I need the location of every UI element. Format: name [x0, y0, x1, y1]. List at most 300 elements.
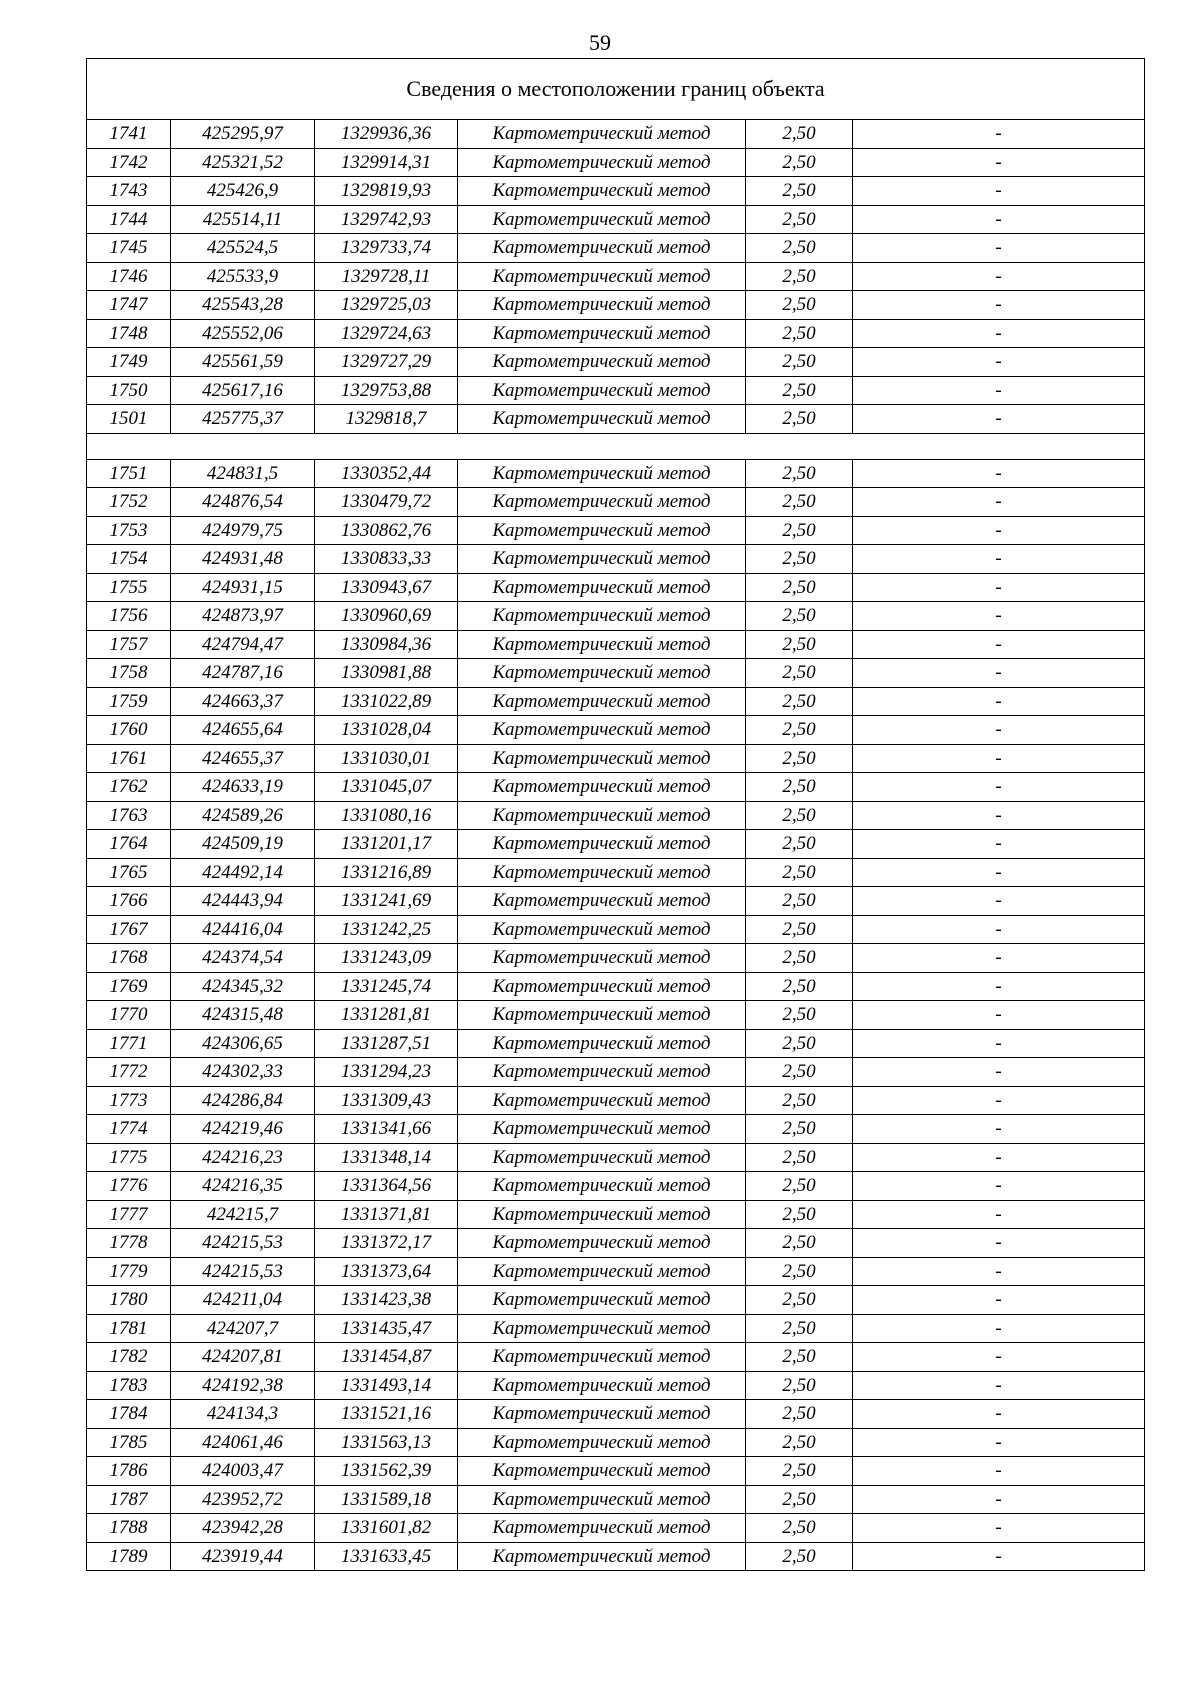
table-row: [87, 716, 1145, 745]
table-row: [87, 773, 1145, 802]
table-row: [87, 1172, 1145, 1201]
point-number-cell: 1753: [87, 516, 171, 545]
note-cell: -: [853, 1514, 1145, 1543]
accuracy-cell: 2,50: [746, 944, 853, 973]
method-cell: Картометрический метод: [458, 1428, 746, 1457]
note-cell: -: [853, 1143, 1145, 1172]
note-cell: -: [853, 545, 1145, 574]
note-cell: -: [853, 830, 1145, 859]
y-coordinate-cell: 1329733,74: [315, 234, 458, 263]
accuracy-cell: 2,50: [746, 830, 853, 859]
note-cell: -: [853, 915, 1145, 944]
note-cell: -: [853, 1485, 1145, 1514]
x-coordinate-cell: 424794,47: [171, 630, 315, 659]
y-coordinate-cell: 1331348,14: [315, 1143, 458, 1172]
method-cell: Картометрический метод: [458, 1542, 746, 1571]
y-coordinate-cell: 1331030,01: [315, 744, 458, 773]
y-coordinate-cell: 1331373,64: [315, 1257, 458, 1286]
method-cell: Картометрический метод: [458, 516, 746, 545]
point-number-cell: 1776: [87, 1172, 171, 1201]
method-cell: Картометрический метод: [458, 262, 746, 291]
y-coordinate-cell: 1331028,04: [315, 716, 458, 745]
note-cell: -: [853, 262, 1145, 291]
y-coordinate-cell: 1330981,88: [315, 659, 458, 688]
y-coordinate-cell: 1331521,16: [315, 1400, 458, 1429]
point-number-cell: 1761: [87, 744, 171, 773]
point-number-cell: 1747: [87, 291, 171, 320]
point-number-cell: 1779: [87, 1257, 171, 1286]
method-cell: Картометрический метод: [458, 573, 746, 602]
accuracy-cell: 2,50: [746, 488, 853, 517]
note-cell: -: [853, 1542, 1145, 1571]
point-number-cell: 1764: [87, 830, 171, 859]
note-cell: -: [853, 148, 1145, 177]
method-cell: Картометрический метод: [458, 1314, 746, 1343]
y-coordinate-cell: 1331243,09: [315, 944, 458, 973]
table-row: [87, 659, 1145, 688]
table-row: [87, 1371, 1145, 1400]
accuracy-cell: 2,50: [746, 1086, 853, 1115]
point-number-cell: 1773: [87, 1086, 171, 1115]
x-coordinate-cell: 425533,9: [171, 262, 315, 291]
note-cell: -: [853, 687, 1145, 716]
accuracy-cell: 2,50: [746, 319, 853, 348]
note-cell: -: [853, 205, 1145, 234]
method-cell: Картометрический метод: [458, 716, 746, 745]
accuracy-cell: 2,50: [746, 1457, 853, 1486]
note-cell: -: [853, 1200, 1145, 1229]
accuracy-cell: 2,50: [746, 1172, 853, 1201]
note-cell: -: [853, 405, 1145, 434]
table-row: [87, 120, 1145, 149]
x-coordinate-cell: 424633,19: [171, 773, 315, 802]
x-coordinate-cell: 424306,65: [171, 1029, 315, 1058]
x-coordinate-cell: 425321,52: [171, 148, 315, 177]
note-cell: -: [853, 234, 1145, 263]
accuracy-cell: 2,50: [746, 915, 853, 944]
table-row: [87, 915, 1145, 944]
table-row: [87, 573, 1145, 602]
accuracy-cell: 2,50: [746, 773, 853, 802]
title-row: [87, 59, 1145, 120]
point-number-cell: 1775: [87, 1143, 171, 1172]
point-number-cell: 1501: [87, 405, 171, 434]
note-cell: -: [853, 659, 1145, 688]
x-coordinate-cell: 424931,15: [171, 573, 315, 602]
y-coordinate-cell: 1331562,39: [315, 1457, 458, 1486]
note-cell: -: [853, 716, 1145, 745]
table-row: [87, 1001, 1145, 1030]
y-coordinate-cell: 1331364,56: [315, 1172, 458, 1201]
y-coordinate-cell: 1330960,69: [315, 602, 458, 631]
y-coordinate-cell: 1331216,89: [315, 858, 458, 887]
point-number-cell: 1759: [87, 687, 171, 716]
x-coordinate-cell: 423942,28: [171, 1514, 315, 1543]
point-number-cell: 1774: [87, 1115, 171, 1144]
accuracy-cell: 2,50: [746, 801, 853, 830]
accuracy-cell: 2,50: [746, 1428, 853, 1457]
method-cell: Картометрический метод: [458, 1286, 746, 1315]
table-row: [87, 1115, 1145, 1144]
table-row: [87, 148, 1145, 177]
accuracy-cell: 2,50: [746, 291, 853, 320]
y-coordinate-cell: 1331601,82: [315, 1514, 458, 1543]
y-coordinate-cell: 1330352,44: [315, 459, 458, 488]
accuracy-cell: 2,50: [746, 716, 853, 745]
table-title: Сведения о местоположении границ объекта: [87, 59, 1145, 120]
accuracy-cell: 2,50: [746, 1286, 853, 1315]
y-coordinate-cell: 1330833,33: [315, 545, 458, 574]
accuracy-cell: 2,50: [746, 1257, 853, 1286]
accuracy-cell: 2,50: [746, 177, 853, 206]
y-coordinate-cell: 1330984,36: [315, 630, 458, 659]
accuracy-cell: 2,50: [746, 1058, 853, 1087]
method-cell: Картометрический метод: [458, 120, 746, 149]
method-cell: Картометрический метод: [458, 944, 746, 973]
accuracy-cell: 2,50: [746, 1314, 853, 1343]
method-cell: Картометрический метод: [458, 830, 746, 859]
x-coordinate-cell: 425561,59: [171, 348, 315, 377]
point-number-cell: 1778: [87, 1229, 171, 1258]
point-number-cell: 1757: [87, 630, 171, 659]
note-cell: -: [853, 1428, 1145, 1457]
method-cell: Картометрический метод: [458, 1485, 746, 1514]
note-cell: -: [853, 1058, 1145, 1087]
method-cell: Картометрический метод: [458, 348, 746, 377]
note-cell: -: [853, 972, 1145, 1001]
point-number-cell: 1767: [87, 915, 171, 944]
table-row: [87, 1457, 1145, 1486]
accuracy-cell: 2,50: [746, 1514, 853, 1543]
x-coordinate-cell: 424663,37: [171, 687, 315, 716]
table-row: [87, 291, 1145, 320]
note-cell: -: [853, 177, 1145, 206]
method-cell: Картометрический метод: [458, 234, 746, 263]
point-number-cell: 1760: [87, 716, 171, 745]
accuracy-cell: 2,50: [746, 1343, 853, 1372]
method-cell: Картометрический метод: [458, 1029, 746, 1058]
x-coordinate-cell: 424876,54: [171, 488, 315, 517]
table-row: [87, 830, 1145, 859]
accuracy-cell: 2,50: [746, 744, 853, 773]
method-cell: Картометрический метод: [458, 630, 746, 659]
x-coordinate-cell: 424831,5: [171, 459, 315, 488]
method-cell: Картометрический метод: [458, 459, 746, 488]
accuracy-cell: 2,50: [746, 887, 853, 916]
x-coordinate-cell: 425543,28: [171, 291, 315, 320]
accuracy-cell: 2,50: [746, 1485, 853, 1514]
x-coordinate-cell: 424003,47: [171, 1457, 315, 1486]
y-coordinate-cell: 1331435,47: [315, 1314, 458, 1343]
note-cell: -: [853, 1172, 1145, 1201]
table-row: [87, 1257, 1145, 1286]
table-row: [87, 262, 1145, 291]
accuracy-cell: 2,50: [746, 348, 853, 377]
note-cell: -: [853, 1314, 1145, 1343]
point-number-cell: 1783: [87, 1371, 171, 1400]
accuracy-cell: 2,50: [746, 1400, 853, 1429]
table-row: [87, 405, 1145, 434]
method-cell: Картометрический метод: [458, 1200, 746, 1229]
y-coordinate-cell: 1331371,81: [315, 1200, 458, 1229]
x-coordinate-cell: 424416,04: [171, 915, 315, 944]
x-coordinate-cell: 424192,38: [171, 1371, 315, 1400]
x-coordinate-cell: 424315,48: [171, 1001, 315, 1030]
accuracy-cell: 2,50: [746, 1115, 853, 1144]
x-coordinate-cell: 425514,11: [171, 205, 315, 234]
x-coordinate-cell: 425524,5: [171, 234, 315, 263]
x-coordinate-cell: 424931,48: [171, 545, 315, 574]
x-coordinate-cell: 425295,97: [171, 120, 315, 149]
y-coordinate-cell: 1329936,36: [315, 120, 458, 149]
point-number-cell: 1755: [87, 573, 171, 602]
table-row: [87, 972, 1145, 1001]
point-number-cell: 1763: [87, 801, 171, 830]
table-row: [87, 1143, 1145, 1172]
method-cell: Картометрический метод: [458, 659, 746, 688]
y-coordinate-cell: 1331022,89: [315, 687, 458, 716]
x-coordinate-cell: 425617,16: [171, 376, 315, 405]
point-number-cell: 1789: [87, 1542, 171, 1571]
table-row: [87, 887, 1145, 916]
accuracy-cell: 2,50: [746, 1143, 853, 1172]
method-cell: Картометрический метод: [458, 1115, 746, 1144]
note-cell: -: [853, 1286, 1145, 1315]
point-number-cell: 1781: [87, 1314, 171, 1343]
accuracy-cell: 2,50: [746, 262, 853, 291]
point-number-cell: 1769: [87, 972, 171, 1001]
x-coordinate-cell: 424211,04: [171, 1286, 315, 1315]
note-cell: -: [853, 944, 1145, 973]
method-cell: Картометрический метод: [458, 1400, 746, 1429]
accuracy-cell: 2,50: [746, 602, 853, 631]
note-cell: -: [853, 1229, 1145, 1258]
y-coordinate-cell: 1329819,93: [315, 177, 458, 206]
method-cell: Картометрический метод: [458, 915, 746, 944]
y-coordinate-cell: 1331294,23: [315, 1058, 458, 1087]
note-cell: -: [853, 1029, 1145, 1058]
table-row: [87, 1229, 1145, 1258]
table-row: [87, 1400, 1145, 1429]
x-coordinate-cell: 425552,06: [171, 319, 315, 348]
table-row: [87, 602, 1145, 631]
accuracy-cell: 2,50: [746, 687, 853, 716]
note-cell: -: [853, 459, 1145, 488]
boundary-coordinates-table: [86, 58, 1145, 1571]
note-cell: -: [853, 1001, 1145, 1030]
y-coordinate-cell: 1329725,03: [315, 291, 458, 320]
accuracy-cell: 2,50: [746, 573, 853, 602]
point-number-cell: 1752: [87, 488, 171, 517]
point-number-cell: 1784: [87, 1400, 171, 1429]
table-row: [87, 944, 1145, 973]
point-number-cell: 1770: [87, 1001, 171, 1030]
table-row: [87, 1086, 1145, 1115]
table-row: [87, 1428, 1145, 1457]
note-cell: -: [853, 1457, 1145, 1486]
note-cell: -: [853, 1115, 1145, 1144]
table-row: [87, 177, 1145, 206]
y-coordinate-cell: 1331309,43: [315, 1086, 458, 1115]
note-cell: -: [853, 1257, 1145, 1286]
point-number-cell: 1765: [87, 858, 171, 887]
x-coordinate-cell: 424215,7: [171, 1200, 315, 1229]
y-coordinate-cell: 1331372,17: [315, 1229, 458, 1258]
point-number-cell: 1745: [87, 234, 171, 263]
table-row: [87, 1058, 1145, 1087]
note-cell: -: [853, 1343, 1145, 1372]
x-coordinate-cell: 424302,33: [171, 1058, 315, 1087]
x-coordinate-cell: 424374,54: [171, 944, 315, 973]
method-cell: Картометрический метод: [458, 1058, 746, 1087]
y-coordinate-cell: 1330943,67: [315, 573, 458, 602]
note-cell: -: [853, 1086, 1145, 1115]
accuracy-cell: 2,50: [746, 148, 853, 177]
method-cell: Картометрический метод: [458, 744, 746, 773]
y-coordinate-cell: 1331563,13: [315, 1428, 458, 1457]
section-separator-row: [87, 433, 1145, 459]
note-cell: -: [853, 858, 1145, 887]
section-separator-cell: [87, 433, 1145, 459]
table-row: [87, 1286, 1145, 1315]
accuracy-cell: 2,50: [746, 376, 853, 405]
point-number-cell: 1751: [87, 459, 171, 488]
accuracy-cell: 2,50: [746, 1229, 853, 1258]
method-cell: Картометрический метод: [458, 1514, 746, 1543]
table-row: [87, 858, 1145, 887]
point-number-cell: 1771: [87, 1029, 171, 1058]
x-coordinate-cell: 424061,46: [171, 1428, 315, 1457]
table-row: [87, 516, 1145, 545]
note-cell: -: [853, 319, 1145, 348]
y-coordinate-cell: 1330479,72: [315, 488, 458, 517]
x-coordinate-cell: 424216,35: [171, 1172, 315, 1201]
x-coordinate-cell: 424134,3: [171, 1400, 315, 1429]
note-cell: -: [853, 120, 1145, 149]
accuracy-cell: 2,50: [746, 1029, 853, 1058]
note-cell: -: [853, 573, 1145, 602]
note-cell: -: [853, 1371, 1145, 1400]
x-coordinate-cell: 424345,32: [171, 972, 315, 1001]
x-coordinate-cell: 424492,14: [171, 858, 315, 887]
y-coordinate-cell: 1330862,76: [315, 516, 458, 545]
x-coordinate-cell: 424589,26: [171, 801, 315, 830]
method-cell: Картометрический метод: [458, 291, 746, 320]
point-number-cell: 1785: [87, 1428, 171, 1457]
method-cell: Картометрический метод: [458, 887, 746, 916]
accuracy-cell: 2,50: [746, 1542, 853, 1571]
x-coordinate-cell: 424219,46: [171, 1115, 315, 1144]
note-cell: -: [853, 744, 1145, 773]
method-cell: Картометрический метод: [458, 1143, 746, 1172]
method-cell: Картометрический метод: [458, 376, 746, 405]
method-cell: Картометрический метод: [458, 319, 746, 348]
x-coordinate-cell: 424443,94: [171, 887, 315, 916]
y-coordinate-cell: 1329727,29: [315, 348, 458, 377]
method-cell: Картометрический метод: [458, 488, 746, 517]
y-coordinate-cell: 1329818,7: [315, 405, 458, 434]
note-cell: -: [853, 1400, 1145, 1429]
method-cell: Картометрический метод: [458, 1229, 746, 1258]
point-number-cell: 1741: [87, 120, 171, 149]
note-cell: -: [853, 630, 1145, 659]
accuracy-cell: 2,50: [746, 1200, 853, 1229]
table-row: [87, 1314, 1145, 1343]
point-number-cell: 1749: [87, 348, 171, 377]
y-coordinate-cell: 1331341,66: [315, 1115, 458, 1144]
accuracy-cell: 2,50: [746, 659, 853, 688]
x-coordinate-cell: 424215,53: [171, 1257, 315, 1286]
y-coordinate-cell: 1331201,17: [315, 830, 458, 859]
y-coordinate-cell: 1331242,25: [315, 915, 458, 944]
page-number: 59: [589, 30, 611, 55]
y-coordinate-cell: 1331633,45: [315, 1542, 458, 1571]
point-number-cell: 1786: [87, 1457, 171, 1486]
accuracy-cell: 2,50: [746, 972, 853, 1001]
point-number-cell: 1787: [87, 1485, 171, 1514]
y-coordinate-cell: 1331281,81: [315, 1001, 458, 1030]
y-coordinate-cell: 1329742,93: [315, 205, 458, 234]
accuracy-cell: 2,50: [746, 405, 853, 434]
point-number-cell: 1746: [87, 262, 171, 291]
method-cell: Картометрический метод: [458, 405, 746, 434]
y-coordinate-cell: 1331287,51: [315, 1029, 458, 1058]
x-coordinate-cell: 424207,81: [171, 1343, 315, 1372]
table-row: [87, 1200, 1145, 1229]
method-cell: Картометрический метод: [458, 858, 746, 887]
point-number-cell: 1744: [87, 205, 171, 234]
x-coordinate-cell: 425775,37: [171, 405, 315, 434]
point-number-cell: 1768: [87, 944, 171, 973]
table-row: [87, 687, 1145, 716]
x-coordinate-cell: 424873,97: [171, 602, 315, 631]
x-coordinate-cell: 425426,9: [171, 177, 315, 206]
y-coordinate-cell: 1329914,31: [315, 148, 458, 177]
table-row: [87, 488, 1145, 517]
method-cell: Картометрический метод: [458, 205, 746, 234]
point-number-cell: 1780: [87, 1286, 171, 1315]
y-coordinate-cell: 1331589,18: [315, 1485, 458, 1514]
point-number-cell: 1782: [87, 1343, 171, 1372]
point-number-cell: 1777: [87, 1200, 171, 1229]
note-cell: -: [853, 376, 1145, 405]
method-cell: Картометрический метод: [458, 148, 746, 177]
method-cell: Картометрический метод: [458, 1257, 746, 1286]
table-row: [87, 234, 1145, 263]
method-cell: Картометрический метод: [458, 687, 746, 716]
accuracy-cell: 2,50: [746, 120, 853, 149]
point-number-cell: 1758: [87, 659, 171, 688]
point-number-cell: 1766: [87, 887, 171, 916]
table-row: [87, 205, 1145, 234]
table-row: [87, 1542, 1145, 1571]
accuracy-cell: 2,50: [746, 459, 853, 488]
method-cell: Картометрический метод: [458, 1343, 746, 1372]
y-coordinate-cell: 1331080,16: [315, 801, 458, 830]
y-coordinate-cell: 1331493,14: [315, 1371, 458, 1400]
table-row: [87, 545, 1145, 574]
y-coordinate-cell: 1331241,69: [315, 887, 458, 916]
x-coordinate-cell: 424286,84: [171, 1086, 315, 1115]
table-row: [87, 801, 1145, 830]
x-coordinate-cell: 423919,44: [171, 1542, 315, 1571]
table-row: [87, 1514, 1145, 1543]
note-cell: -: [853, 801, 1145, 830]
accuracy-cell: 2,50: [746, 545, 853, 574]
table-row: [87, 1029, 1145, 1058]
y-coordinate-cell: 1331245,74: [315, 972, 458, 1001]
point-number-cell: 1772: [87, 1058, 171, 1087]
